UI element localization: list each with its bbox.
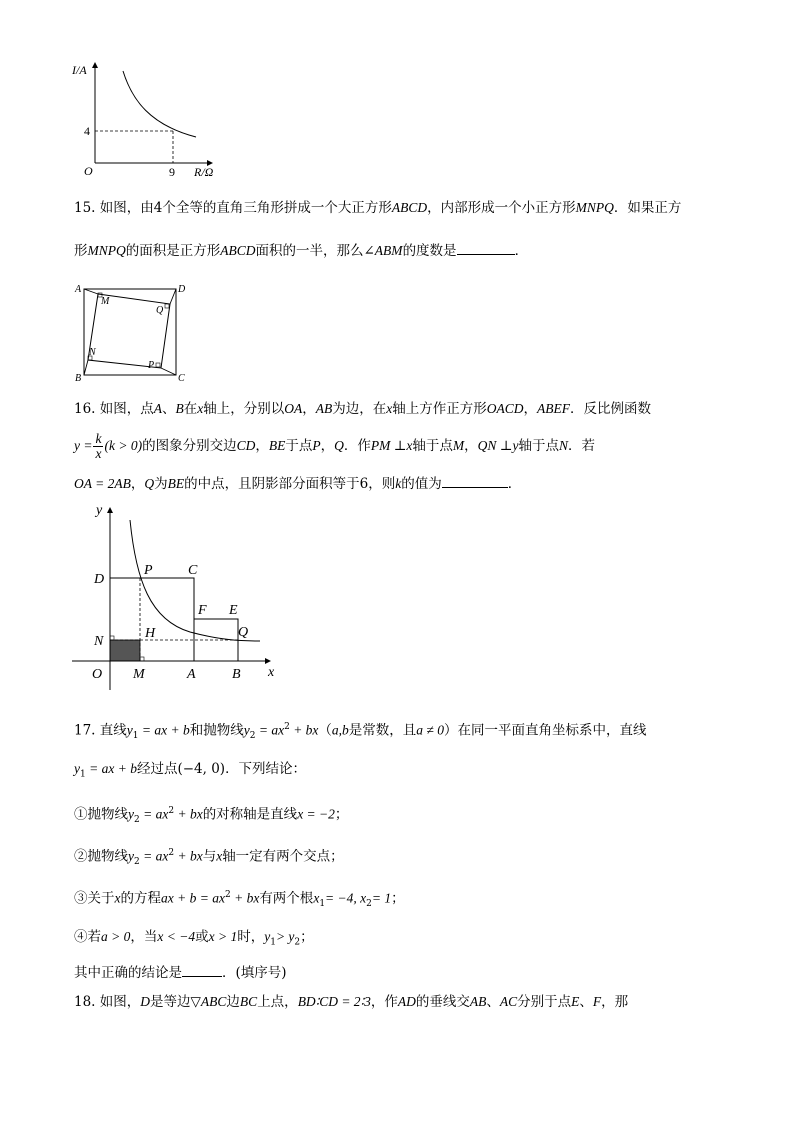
label-m: M	[101, 296, 110, 307]
q17-text: ④若	[74, 929, 101, 945]
label-e: E	[229, 603, 238, 618]
q18-var: E	[571, 994, 580, 1009]
q18-text: 、	[579, 994, 593, 1010]
q17-text: 与	[202, 848, 217, 865]
q16-text: 为边，在	[332, 401, 387, 417]
answer-blank[interactable]	[182, 962, 222, 977]
q16-text: 轴于点	[518, 438, 559, 454]
q16-var: Q	[334, 438, 344, 453]
q16-line1	[74, 399, 651, 419]
q17-c4: ④若a > 0，当x < −4或x > 1时，$y_1> y_2$；	[74, 929, 314, 948]
q15-mnpq: MNPQ	[87, 243, 126, 258]
q17-var: y	[126, 722, 133, 738]
label-c: C	[188, 563, 198, 578]
q15-text: ．	[514, 243, 529, 259]
q17-var: = ax + b	[85, 761, 137, 776]
seg-bn	[84, 360, 88, 375]
q18-var: BC	[239, 994, 258, 1009]
q17-var: y	[74, 761, 80, 776]
q16-var: x	[406, 438, 413, 453]
label-p: P	[144, 563, 153, 578]
q16-var: OA	[284, 401, 303, 416]
q17-text: 其中正确的结论是	[74, 965, 182, 981]
q17-var: = 1	[371, 890, 392, 906]
label-q: Q	[156, 305, 164, 316]
q16-text: 轴上方作正方形	[392, 401, 487, 417]
q17-var: x	[114, 890, 121, 906]
label-f: F	[198, 603, 207, 618]
q15-text: 面积的一半，那么	[255, 243, 364, 259]
q17-var: y	[243, 722, 250, 738]
q16-text: 的值为	[401, 476, 442, 492]
q17-var: a,b	[331, 722, 349, 738]
q17-line2: $y_1$ = ax + b经过点(−4, 0)．下列结论：	[74, 761, 307, 780]
right-angle-n	[110, 636, 114, 640]
q16-var: QN ⊥	[477, 438, 513, 453]
x-axis-label: R/Ω	[194, 165, 214, 179]
label-m: M	[133, 667, 145, 682]
label-d: D	[178, 284, 186, 295]
denominator: x	[95, 446, 102, 461]
label-b: B	[232, 667, 241, 682]
q16-text: ．若	[568, 438, 596, 454]
q17-var: x = −2	[297, 806, 335, 822]
q16-text: 轴于点	[412, 438, 453, 454]
q17-var: = ax	[139, 848, 169, 864]
q18-number: 18.	[74, 994, 96, 1010]
answer-blank[interactable]	[457, 240, 515, 255]
q16-text: ，	[320, 438, 335, 454]
q16-var: (k > 0)	[104, 438, 143, 453]
q16-line2	[74, 432, 595, 461]
right-angle-m	[140, 657, 144, 661]
q16-text: ．	[507, 476, 522, 492]
origin-label: O	[84, 164, 93, 178]
q18-text: 、	[486, 994, 500, 1010]
q15-text: ．如果正方	[613, 200, 682, 216]
q17-text: 的对称轴是直线	[202, 806, 298, 823]
q17-var: a > 0	[101, 929, 131, 944]
q16-var: PM ⊥	[370, 438, 407, 453]
q17-var: ax + b = ax	[161, 890, 225, 906]
q17-var: = ax	[139, 806, 169, 822]
q16-text: 在	[183, 401, 198, 417]
q18-var: AB	[469, 994, 487, 1009]
q17-text: ；	[334, 806, 349, 823]
y-tick: 4	[84, 124, 90, 138]
q15-text: 的面积是正方形	[125, 243, 221, 259]
q18-var: AC	[499, 994, 518, 1009]
q16-var: BE	[268, 438, 286, 453]
q16-var: BE	[167, 476, 185, 491]
x-tick: 9	[169, 165, 175, 179]
label-a: A	[75, 284, 82, 295]
q17-text: ．下列结论：	[225, 761, 307, 777]
q16-var: ABEF	[537, 401, 571, 416]
q16-var: OA = 2AB	[74, 476, 131, 491]
label-d: D	[94, 572, 105, 587]
q17-point: (−4, 0)	[177, 761, 226, 777]
q18-text: 上点，	[257, 994, 298, 1010]
q17-c1: ①抛物线$y_2 = ax^2$ + bx的对称轴是直线x = −2；	[74, 806, 349, 826]
q16-var: Q	[144, 476, 155, 491]
q16-var: y =	[74, 438, 93, 453]
q16-text: 如图，点	[99, 401, 154, 417]
q15-abcd: ABCD	[220, 243, 256, 258]
q18-var: AD	[397, 994, 416, 1009]
fraction-k-x	[93, 432, 103, 461]
q18-text: 分别于点	[517, 994, 572, 1010]
q17-var: + bx	[174, 848, 203, 864]
q17-text: 的方程	[120, 890, 161, 907]
label-h: H	[145, 626, 156, 641]
q15-line2	[74, 240, 528, 261]
q17-var: + bx	[230, 890, 260, 906]
label-n: N	[89, 347, 96, 358]
q17-var: x > 1	[208, 929, 238, 944]
q17-line1: 17. 直线$y_1$ = ax + b和抛物线$y_2 = ax^2 + bx(a,b$是常数，且a ≠ 0）在同一平面直角坐标系中，直线	[74, 722, 647, 742]
q18-line1	[74, 992, 628, 1012]
q17-var: a ≠ 0	[416, 722, 444, 738]
q17-text: ；	[391, 890, 405, 907]
label-o: O	[92, 667, 103, 682]
q17-var: = ax + b	[138, 722, 190, 738]
q16-line3	[74, 473, 521, 494]
q16-text: ．反比例函数	[570, 401, 652, 417]
q17-var: > y	[275, 929, 295, 944]
q17-text: 是常数，且	[348, 722, 417, 739]
q16-text: ，	[255, 438, 269, 454]
q16-text: ，	[464, 438, 478, 454]
q17-text: ．(填序号)	[222, 965, 287, 981]
q16-var: OACD	[486, 401, 524, 416]
q17-text: ③关于	[74, 890, 115, 907]
q18-text: ，那	[601, 994, 629, 1010]
q17-text: ）在同一平面直角坐标系中，直线	[443, 722, 647, 739]
label-q: Q	[238, 625, 249, 640]
q17-var: x	[216, 848, 223, 864]
q15-number: 15.	[74, 200, 96, 216]
seg-am	[84, 289, 98, 294]
q17-var: y	[128, 848, 134, 864]
q15-mnpq: MNPQ	[575, 200, 614, 215]
q17-var: y	[128, 806, 134, 822]
q17-text: 直线	[99, 722, 127, 739]
q17-text: 经过点	[136, 761, 178, 777]
q15-text: 形	[74, 243, 88, 259]
q15-text: 的度数是	[402, 243, 457, 259]
q16-text: 的图象分别交边	[142, 438, 237, 454]
q18-text: 的垂线交	[415, 994, 470, 1010]
ir-graph	[70, 55, 230, 180]
q16-text: 于点	[285, 438, 313, 454]
right-angle-q	[165, 304, 169, 308]
label-c: C	[178, 373, 185, 384]
q16-text: ．作	[343, 438, 371, 454]
q16-var: k	[395, 476, 402, 491]
q16-text: ，	[302, 401, 316, 417]
q17-text: 时，	[237, 929, 265, 945]
q17-var: + bx	[174, 806, 203, 822]
shaded-rect	[110, 640, 140, 661]
q17-number: 17.	[74, 722, 96, 739]
q18-var: ▽ABC	[190, 994, 227, 1009]
q17-text: ，当	[130, 929, 158, 945]
seg-cp	[161, 368, 176, 375]
inverse-curve	[123, 71, 196, 137]
q16-var: M	[452, 438, 465, 453]
q16-text: 、	[162, 401, 176, 417]
q18-text: ，作	[370, 994, 398, 1010]
q15-text: ，内部形成一个小正方形	[427, 200, 576, 216]
q16-text: ，	[523, 401, 538, 417]
q15-abcd: ABCD	[391, 200, 428, 215]
q16-var: CD	[236, 438, 256, 453]
q16-text: 轴上，分别以	[203, 401, 285, 417]
q17-c3: ③关于x的方程ax + $b = ax^2$ + bx有两个根$x_1= -4$, $x_2= 1$；	[74, 890, 405, 910]
q17-text: ①抛物线	[74, 806, 128, 823]
q18-var: F	[592, 994, 602, 1009]
q15-line1	[74, 198, 681, 218]
label-b: B	[75, 373, 82, 384]
q16-var: y	[512, 438, 519, 453]
answer-blank[interactable]	[442, 473, 508, 488]
q17-text: ；	[300, 929, 314, 945]
q17-var: + bx	[289, 722, 319, 738]
q18-var: D	[140, 994, 151, 1009]
q16-var: N	[559, 438, 569, 453]
q17-text: 或	[195, 929, 209, 945]
q17-text: 和抛物线	[189, 722, 244, 739]
label-x: x	[268, 665, 275, 680]
right-angle-p	[156, 363, 160, 367]
q16-var: AB	[315, 401, 333, 416]
q17-text: 轴一定有两个交点；	[222, 848, 344, 865]
q17-c2: ②抛物线$y_2 = ax^2$ + bx与x轴一定有两个交点；	[74, 848, 344, 868]
q17-text: ②抛物线	[74, 848, 128, 865]
squares-figure	[70, 280, 195, 385]
label-n: N	[94, 634, 104, 649]
q17-text: （	[318, 722, 332, 739]
q17-var: = ax	[255, 722, 285, 738]
q17-var: x < −4	[157, 929, 196, 944]
q17-ask	[74, 962, 287, 983]
q18-text: 如图，	[99, 994, 141, 1010]
numerator: k	[95, 431, 102, 446]
label-a: A	[187, 667, 196, 682]
q16-var: x	[386, 401, 393, 416]
seg-dq	[170, 289, 176, 304]
q17-text: 有两个根	[259, 890, 314, 907]
y-axis-label: I/A	[72, 63, 87, 77]
q17-var: x	[313, 890, 320, 906]
label-p: P	[148, 360, 155, 371]
q18-text: 是等边	[150, 994, 191, 1010]
q16-var: A	[153, 401, 163, 416]
q18-text: 边	[226, 994, 240, 1010]
q16-text: ，	[130, 476, 145, 492]
q16-text: 的中点，且阴影部分面积等于6，则	[184, 476, 396, 492]
q16-var: x	[197, 401, 204, 416]
q16-number: 16.	[74, 401, 96, 417]
hyperbola	[130, 520, 260, 641]
q16-var: B	[175, 401, 184, 416]
q17-var: y	[264, 929, 271, 944]
q15-angle: ∠ABM	[363, 243, 403, 258]
q15-text: 如图，由4个全等的直角三角形拼成一个大正方形	[99, 200, 392, 216]
q16-var: P	[312, 438, 321, 453]
coordinate-figure	[70, 500, 290, 690]
q16-text: 为	[154, 476, 168, 492]
q17-var: = −4, x	[325, 890, 367, 906]
label-y: y	[96, 503, 103, 518]
q18-var: BD∶CD = 2∶3	[297, 994, 371, 1009]
